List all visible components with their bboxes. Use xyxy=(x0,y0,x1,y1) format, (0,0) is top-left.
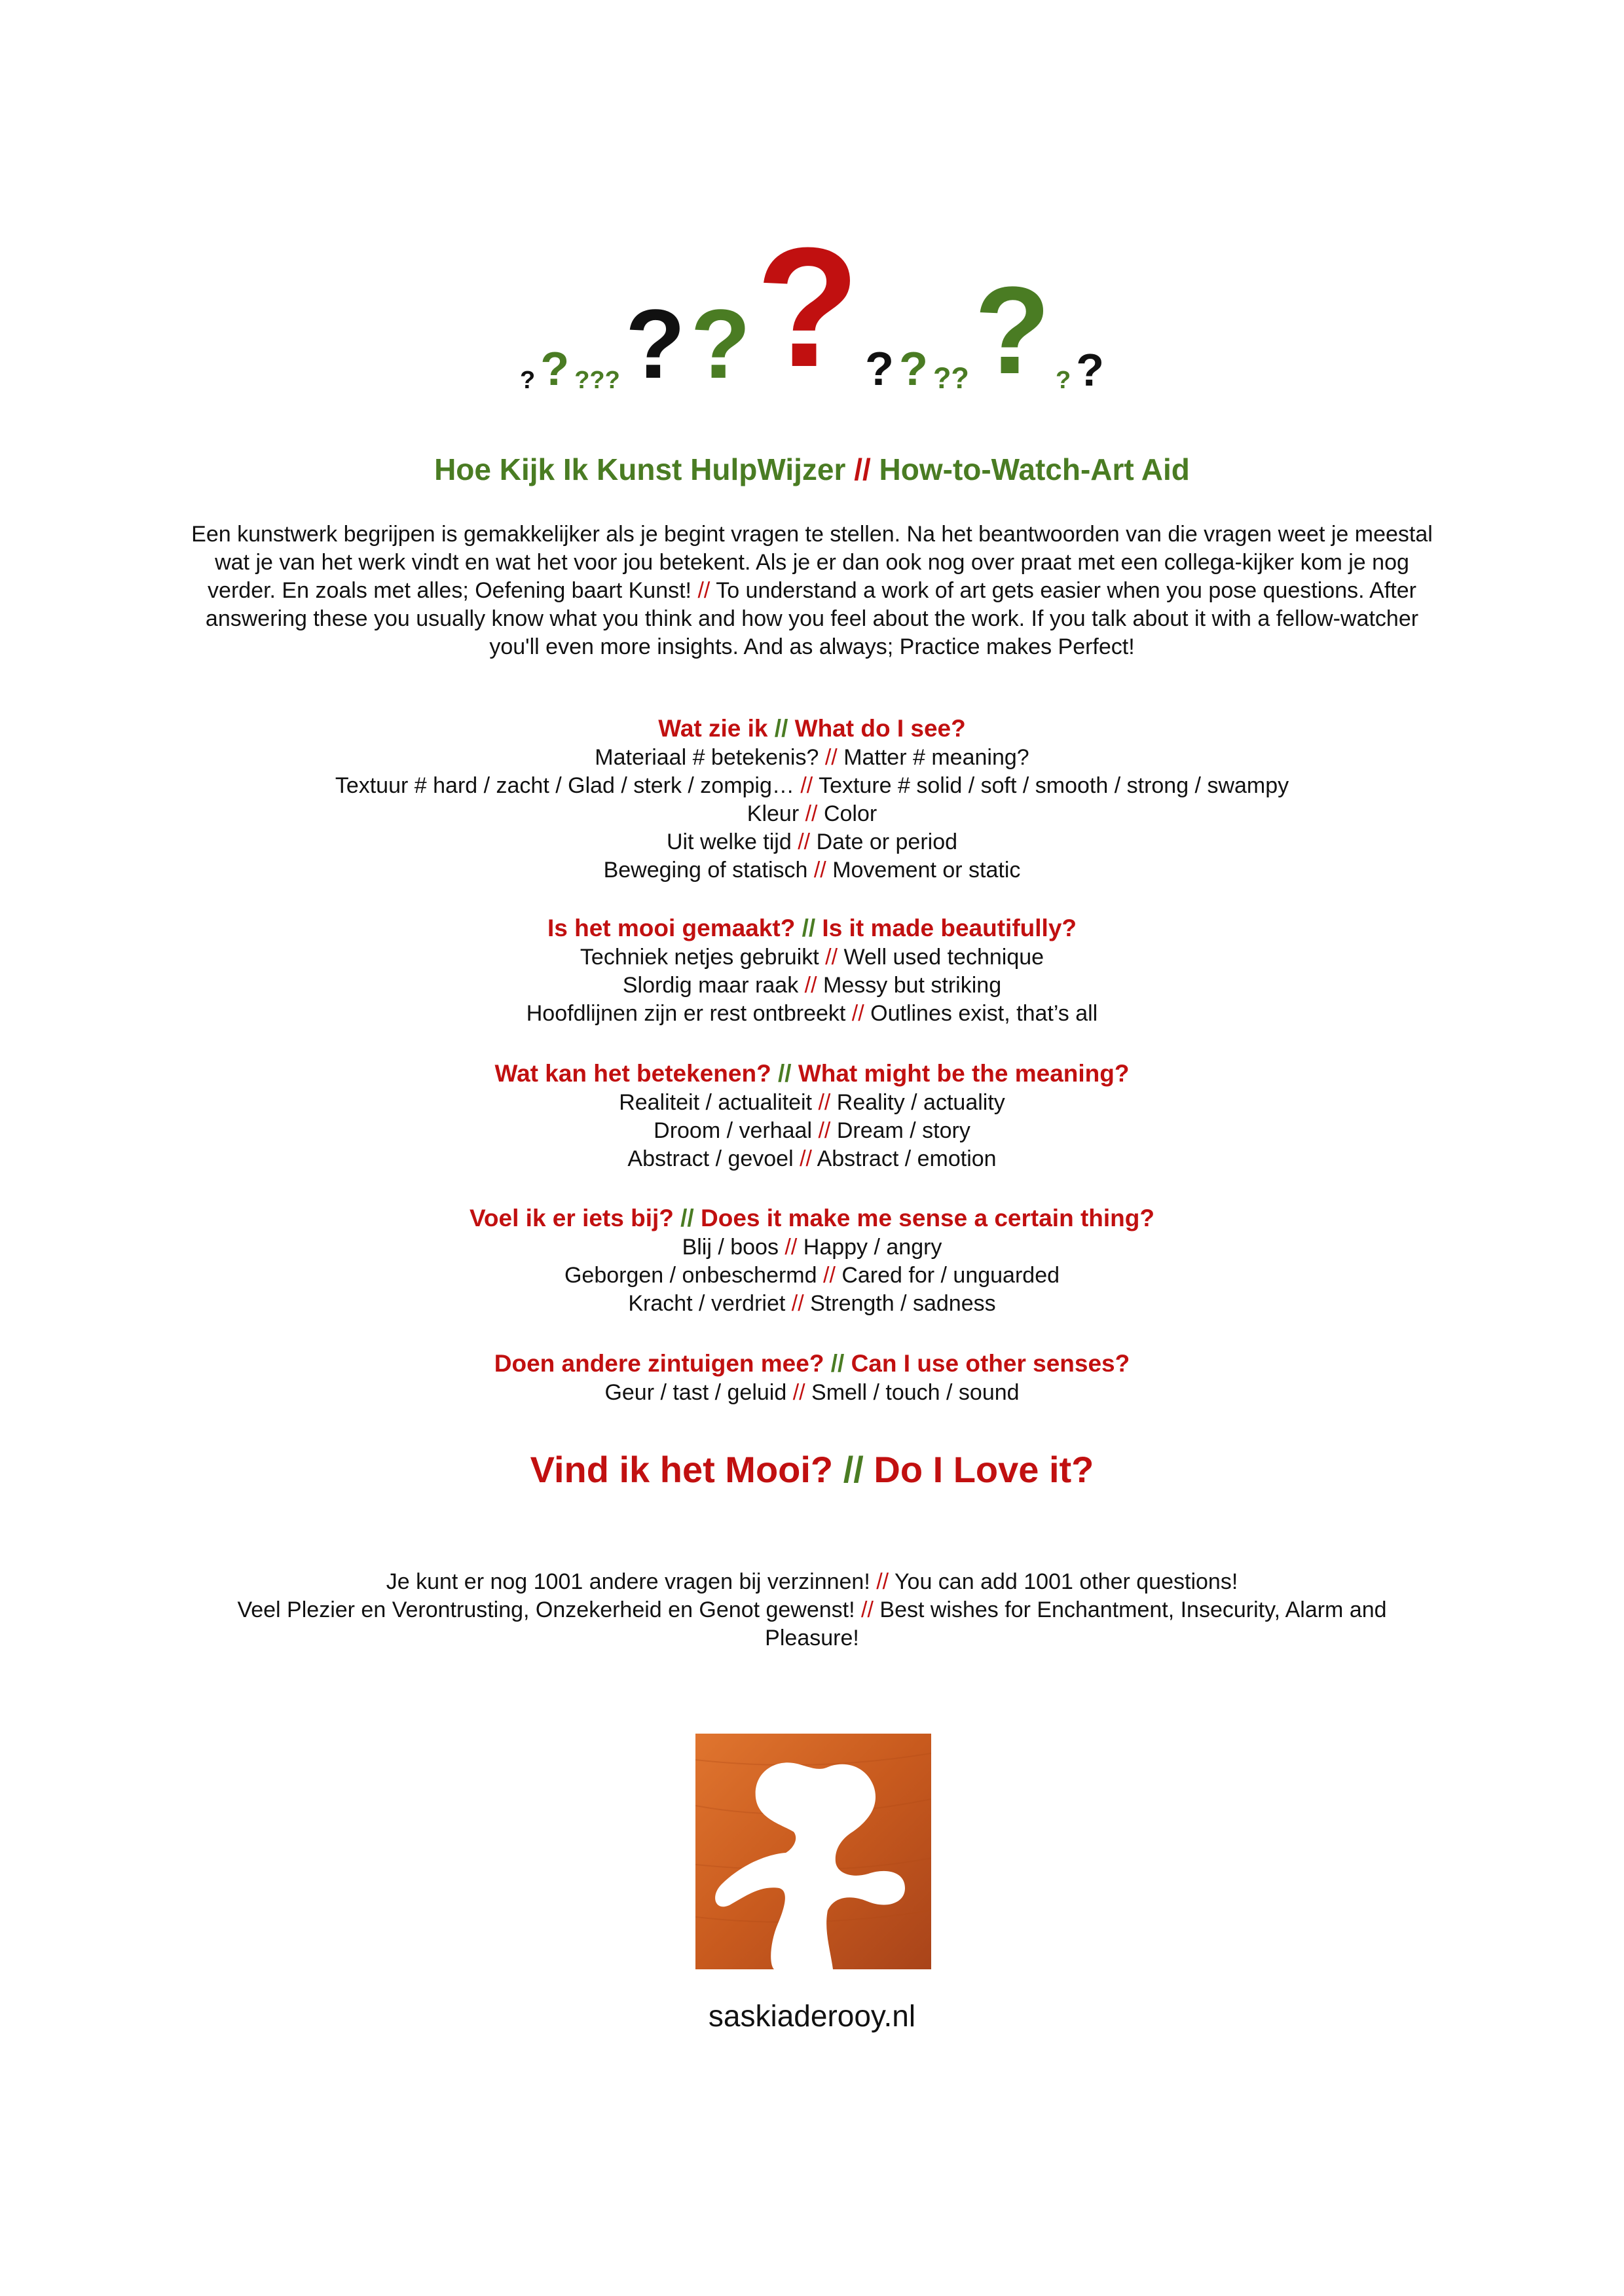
question-mark-glyph: ? xyxy=(520,367,536,394)
section-line-dutch: Realiteit / actualiteit xyxy=(619,1090,812,1115)
section-line xyxy=(190,1233,1434,1262)
section-line-separator: // xyxy=(799,801,824,826)
title-dutch: Hoe Kijk Ik Kunst HulpWijzer xyxy=(434,452,846,486)
section-line-english: Abstract / emotion xyxy=(817,1146,997,1171)
section-line xyxy=(190,1089,1434,1117)
section-line-separator: // xyxy=(791,829,817,854)
section-line-separator: // xyxy=(812,1118,837,1143)
section-line-dutch: Hoofdlijnen zijn er rest ontbreekt xyxy=(526,1001,846,1026)
question-section xyxy=(190,1059,1434,1173)
section-line-dutch: Kleur xyxy=(747,801,800,826)
main-question xyxy=(190,1448,1434,1491)
section-heading-english: What do I see? xyxy=(794,715,966,742)
website-url[interactable]: saskiaderooy.nl xyxy=(708,1999,916,2033)
section-line-english: Outlines exist, that’s all xyxy=(870,1001,1098,1026)
question-mark-glyph: ?? xyxy=(932,361,969,395)
section-line-separator: // xyxy=(819,745,844,770)
section-line xyxy=(190,1262,1434,1290)
question-section xyxy=(190,714,1434,884)
section-line-english: Strength / sadness xyxy=(810,1291,996,1316)
saskia-de-rooy-logo xyxy=(695,1734,931,1969)
section-heading xyxy=(190,1059,1434,1089)
section-line-english: Well used technique xyxy=(843,945,1044,970)
section-heading-separator: // xyxy=(767,715,795,742)
section-line-separator: // xyxy=(807,858,833,883)
question-section xyxy=(190,913,1434,1028)
question-mark-glyph: ? xyxy=(690,289,751,399)
section-heading-separator: // xyxy=(771,1060,798,1087)
section-line-english: Cared for / unguarded xyxy=(841,1263,1060,1288)
section-line-dutch: Blij / boos xyxy=(682,1235,779,1260)
question-mark-glyph: ? xyxy=(864,343,894,395)
section-line xyxy=(190,1117,1434,1145)
title-english: How-to-Watch-Art Aid xyxy=(879,452,1190,486)
question-mark-glyph: ??? xyxy=(574,367,620,394)
intro-dutch: Een kunstwerk begrijpen is gemakkelijker als je begint vragen te stellen. Na het beantwoorden van die vragen weet je meestal wat je van het werk vindt en wat het voor jou betekent. Als je er dan ook nog over praat met een collega-kijker kom je nog verder. En zoals met alles; Oefening baart Kunst! xyxy=(191,522,1433,603)
section-heading-english: What might be the meaning? xyxy=(798,1060,1130,1087)
section-heading-separator: // xyxy=(824,1350,851,1377)
question-mark-glyph: ? xyxy=(540,343,570,395)
section-line xyxy=(190,856,1434,884)
section-line-english: Matter # meaning? xyxy=(843,745,1029,770)
question-section xyxy=(190,1203,1434,1318)
section-line-separator: // xyxy=(798,973,824,998)
section-line xyxy=(190,1379,1434,1407)
section-line-separator: // xyxy=(819,945,844,970)
intro-paragraph xyxy=(190,520,1434,661)
section-line-dutch: Uit welke tijd xyxy=(666,829,792,854)
section-line-dutch: Kracht / verdriet xyxy=(628,1291,786,1316)
section-line-separator: // xyxy=(817,1263,842,1288)
closing-line-2-english: Best wishes for Enchantment, Insecurity, Alarm and Pleasure! xyxy=(765,1597,1387,1650)
section-line-dutch: Slordig maar raak xyxy=(622,973,799,998)
question-mark-glyph: ? xyxy=(974,261,1050,400)
section-line-english: Date or period xyxy=(816,829,958,854)
intro-english: To understand a work of art gets easier when you pose questions. After answering these you usually know what you think and how you feel about the work. If you talk about it with a fellow-watcher you'll even more insights. And as always; Practice makes Perfect! xyxy=(205,578,1419,659)
section-line-separator: // xyxy=(812,1090,837,1115)
main-question-dutch: Vind ik het Mooi? xyxy=(530,1449,834,1490)
section-line xyxy=(190,1000,1434,1028)
section-line xyxy=(190,800,1434,828)
section-line-english: Texture # solid / soft / smooth / strong / swampy xyxy=(819,773,1289,798)
question-section xyxy=(190,1349,1434,1407)
section-line-english: Movement or static xyxy=(832,858,1021,883)
section-heading xyxy=(190,714,1434,744)
closing-line-1-english: You can add 1001 other questions! xyxy=(894,1569,1238,1594)
closing-line-1-dutch: Je kunt er nog 1001 andere vragen bij verzinnen! xyxy=(386,1569,870,1594)
section-heading-dutch: Doen andere zintuigen mee? xyxy=(494,1350,824,1377)
title-separator: // xyxy=(854,452,871,486)
section-line-dutch: Abstract / gevoel xyxy=(627,1146,794,1171)
section-heading xyxy=(190,913,1434,943)
section-line-dutch: Geborgen / onbeschermd xyxy=(564,1263,817,1288)
section-line-separator: // xyxy=(785,1291,811,1316)
section-line-dutch: Materiaal # betekenis? xyxy=(595,745,819,770)
question-mark-glyph: ? xyxy=(898,343,928,395)
section-line-separator: // xyxy=(786,1380,812,1405)
closing-line-1 xyxy=(190,1568,1434,1596)
section-line-dutch: Textuur # hard / zacht / Glad / sterk / zompig… xyxy=(335,773,794,798)
section-line-english: Happy / angry xyxy=(803,1235,942,1260)
closing-line-2-separator: // xyxy=(861,1597,874,1622)
section-line-english: Reality / actuality xyxy=(836,1090,1005,1115)
section-line-dutch: Beweging of statisch xyxy=(603,858,808,883)
section-heading-separator: // xyxy=(795,915,822,941)
section-heading-separator: // xyxy=(673,1205,701,1231)
section-line-separator: // xyxy=(793,1146,817,1171)
question-mark-glyph: ? xyxy=(625,289,686,399)
intro-separator: // xyxy=(697,578,710,603)
closing-line-1-separator: // xyxy=(876,1569,889,1594)
question-mark-glyph: ? xyxy=(1055,367,1071,394)
section-line-dutch: Droom / verhaal xyxy=(654,1118,813,1143)
section-line xyxy=(190,1290,1434,1318)
section-line-english: Messy but striking xyxy=(823,973,1002,998)
section-line xyxy=(190,1145,1434,1173)
section-heading xyxy=(190,1349,1434,1379)
question-mark-glyph: ? xyxy=(1076,344,1104,395)
section-heading-dutch: Wat kan het betekenen? xyxy=(494,1060,771,1087)
section-heading-dutch: Voel ik er iets bij? xyxy=(470,1205,674,1231)
section-line-separator: // xyxy=(845,1001,871,1026)
section-heading-dutch: Wat zie ik xyxy=(658,715,768,742)
closing-text xyxy=(190,1568,1434,1652)
section-line xyxy=(190,943,1434,972)
section-heading-dutch: Is het mooi gemaakt? xyxy=(547,915,796,941)
page-title xyxy=(190,452,1434,487)
section-line-separator: // xyxy=(794,773,819,798)
section-line xyxy=(190,972,1434,1000)
section-heading xyxy=(190,1203,1434,1233)
section-heading-english: Can I use other senses? xyxy=(851,1350,1130,1377)
section-heading-english: Does it make me sense a certain thing? xyxy=(701,1205,1154,1231)
section-line-dutch: Geur / tast / geluid xyxy=(604,1380,787,1405)
section-line-english: Dream / story xyxy=(836,1118,970,1143)
section-line-english: Color xyxy=(823,801,877,826)
section-line-dutch: Techniek netjes gebruikt xyxy=(580,945,819,970)
question-mark-glyph: ? xyxy=(756,213,860,403)
section-line xyxy=(190,828,1434,856)
section-line xyxy=(190,772,1434,800)
main-question-separator: // xyxy=(843,1449,864,1490)
section-line xyxy=(190,744,1434,772)
question-marks-banner xyxy=(0,213,1624,403)
section-line-separator: // xyxy=(778,1235,803,1260)
section-line-english: Smell / touch / sound xyxy=(811,1380,1020,1405)
closing-line-2-dutch: Veel Plezier en Verontrusting, Onzekerheid en Genot gewenst! xyxy=(237,1597,855,1622)
section-heading-english: Is it made beautifully? xyxy=(822,915,1077,941)
main-question-english: Do I Love it? xyxy=(874,1449,1094,1490)
closing-line-2 xyxy=(190,1596,1434,1652)
